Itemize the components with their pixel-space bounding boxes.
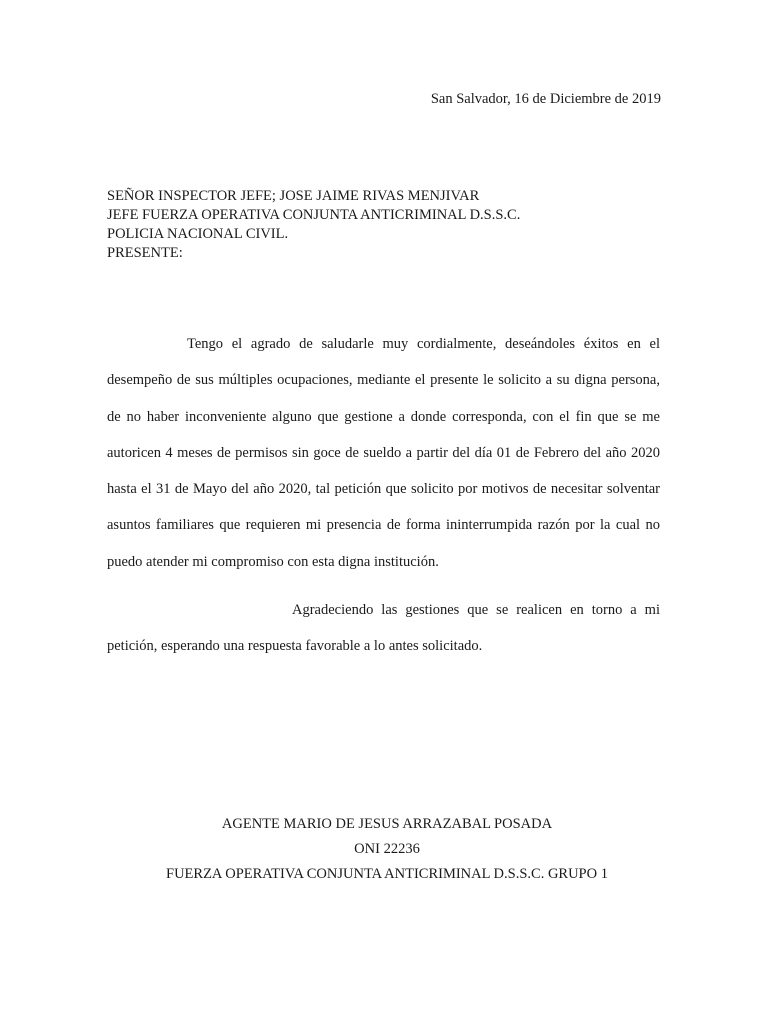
signature-oni: ONI 22236 [354, 841, 420, 857]
body-paragraph-closing: Agradeciendo las gestiones que se realicen en torno a mi petición, esperando una respuesta favorable a lo antes solicitado. [107, 602, 660, 655]
recipient-institution-line: POLICIA NACIONAL CIVIL. [107, 226, 289, 242]
letter-body [107, 326, 660, 665]
signature-name: AGENTE MARIO DE JESUS ARRAZABAL POSADA [221, 816, 553, 832]
recipient-title-line: SEÑOR INSPECTOR JEFE; JOSE JAIME RIVAS MENJIVAR [107, 188, 480, 204]
body-paragraph-request: Tengo el agrado de saludarle muy cordialmente, deseándoles éxitos en el desempeño de sus múltiples ocupaciones, mediante el presente le solicito a su digna persona, de no haber inconveniente alguno que gestione a donde corresponda, con el fin que se me autoricen 4 meses de permisos sin goce de sueldo a partir del día 01 de Febrero del año 2020 hasta el 31 de Mayo del año 2020, tal petición que solicito por motivos de necesitar solventar asuntos familiares que requieren mi presencia de forma ininterrumpida razón por la cual no puedo atender mi compromiso con esta digna institución. [107, 336, 660, 570]
signature-unit: FUERZA OPERATIVA CONJUNTA ANTICRIMINAL D.S.S.C. GRUPO 1 [166, 866, 608, 882]
recipient-presente-line: PRESENTE: [107, 245, 183, 261]
signature-block [107, 812, 667, 887]
date-line: San Salvador, 16 de Diciembre de 2019 [430, 91, 661, 107]
recipient-block [107, 187, 667, 263]
recipient-position-line: JEFE FUERZA OPERATIVA CONJUNTA ANTICRIMINAL D.S.S.C. [107, 207, 521, 223]
